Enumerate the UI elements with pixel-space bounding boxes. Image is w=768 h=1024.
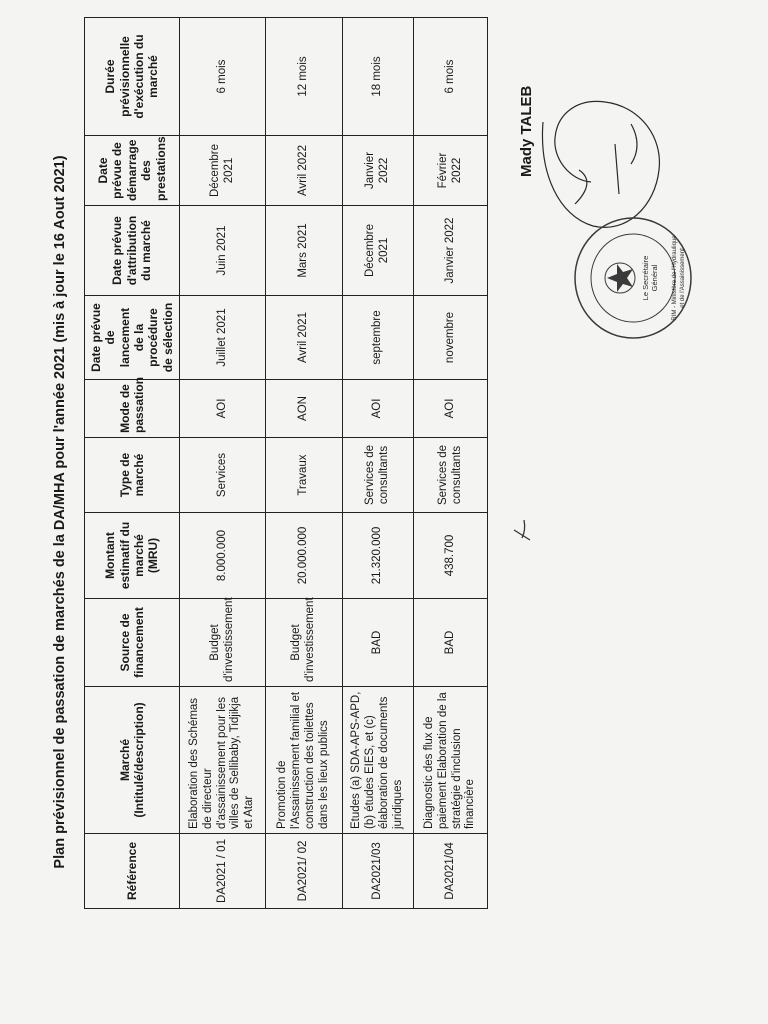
header-date-demarrage: Date prévue de démarrage des prestations	[85, 136, 180, 206]
table-header-row	[85, 18, 180, 909]
cell-reference: DA2021 / 01	[180, 834, 266, 909]
cell-marche: Diagnostic des flux de paiement Elaboration de la stratégie d'inclusion financière	[414, 687, 488, 834]
cell-montant: 8.000.000	[180, 513, 266, 599]
cell-date-lancement: Juillet 2021	[180, 296, 266, 380]
cell-mode: AON	[266, 380, 343, 438]
cell-date-lancement: septembre	[343, 296, 414, 380]
cell-duree: 12 mois	[266, 18, 343, 136]
table-row	[180, 18, 266, 909]
header-reference: Référence	[85, 834, 180, 909]
header-date-lancement: Date prévue de lancement de la procédure de sélection	[85, 296, 180, 380]
svg-text:et de l'Assainissement: et de l'Assainissement	[680, 248, 686, 308]
cell-date-lancement: Avril 2021	[266, 296, 343, 380]
table-row	[266, 18, 343, 909]
cell-date-attribution: Juin 2021	[180, 206, 266, 296]
cell-marche: Etudes (a) SDA-APS-APD, (b) études EIES, et (c) élaboration de documents juridiques	[343, 687, 414, 834]
cell-mode: AOI	[414, 380, 488, 438]
cell-date-attribution: Janvier 2022	[414, 206, 488, 296]
table-row	[343, 18, 414, 909]
table-row	[414, 18, 488, 909]
cell-duree: 6 mois	[414, 18, 488, 136]
cell-type: Travaux	[266, 438, 343, 513]
cell-marche: Promotion de l'Assainissement familial et construction des toilettes dans les lieux publics	[266, 687, 343, 834]
cell-date-demarrage: Janvier 2022	[343, 136, 414, 206]
header-marche: Marché (Intitulé/description)	[85, 687, 180, 834]
cell-date-demarrage: Décembre 2021	[180, 136, 266, 206]
cell-mode: AOI	[343, 380, 414, 438]
cell-type: Services de consultants	[343, 438, 414, 513]
cell-montant: 21.320.000	[343, 513, 414, 599]
header-mode: Mode de passation	[85, 380, 180, 438]
cell-type: Services	[180, 438, 266, 513]
cell-source: BAD	[343, 599, 414, 687]
cell-type: Services de consultants	[414, 438, 488, 513]
cell-mode: AOI	[180, 380, 266, 438]
svg-text:RIM - Ministère de l'Hydrauliq: RIM - Ministère de l'Hydraulique	[672, 235, 678, 321]
cell-duree: 6 mois	[180, 18, 266, 136]
header-duree: Durée prévisionnelle d'exécution du marché	[85, 18, 180, 136]
cell-reference: DA2021/ 02	[266, 834, 343, 909]
header-montant: Montant estimatif du marché (MRU)	[85, 513, 180, 599]
official-stamp-icon	[568, 212, 698, 344]
header-type: Type de marché	[85, 438, 180, 513]
cell-source: Budget d'investissement	[180, 599, 266, 687]
cell-reference: DA2021/04	[414, 834, 488, 909]
cell-montant: 20.000.000	[266, 513, 343, 599]
svg-text:Le Secrétaire: Le Secrétaire	[641, 255, 650, 301]
cell-reference: DA2021/03	[343, 834, 414, 909]
cell-montant: 438.700	[414, 513, 488, 599]
cell-date-demarrage: Avril 2022	[266, 136, 343, 206]
header-date-attribution: Date prévue d'attribution du marché	[85, 206, 180, 296]
signatory-name: Mady TALEB	[518, 85, 535, 177]
cell-date-attribution: Décembre 2021	[343, 206, 414, 296]
cell-duree: 18 mois	[343, 18, 414, 136]
procurement-table	[84, 17, 488, 909]
cell-source: BAD	[414, 599, 488, 687]
cell-date-demarrage: Février 2022	[414, 136, 488, 206]
svg-text:Général: Général	[650, 264, 659, 292]
cell-source: Budget d'investissement	[266, 599, 343, 687]
cell-date-attribution: Mars 2021	[266, 206, 343, 296]
pen-mark-icon	[510, 514, 534, 544]
cell-date-lancement: novembre	[414, 296, 488, 380]
header-source: Source de financement	[85, 599, 180, 687]
document-title: Plan prévisionnel de passation de marchés de la DA/MHA pour l'année 2021 (mis à jour le 16 Aout 2021)	[52, 155, 68, 869]
cell-marche: Elaboration des Schémas de directeur d'assainissement pour les villes de Sellibaby, Tidjikja et Atar	[180, 687, 266, 834]
